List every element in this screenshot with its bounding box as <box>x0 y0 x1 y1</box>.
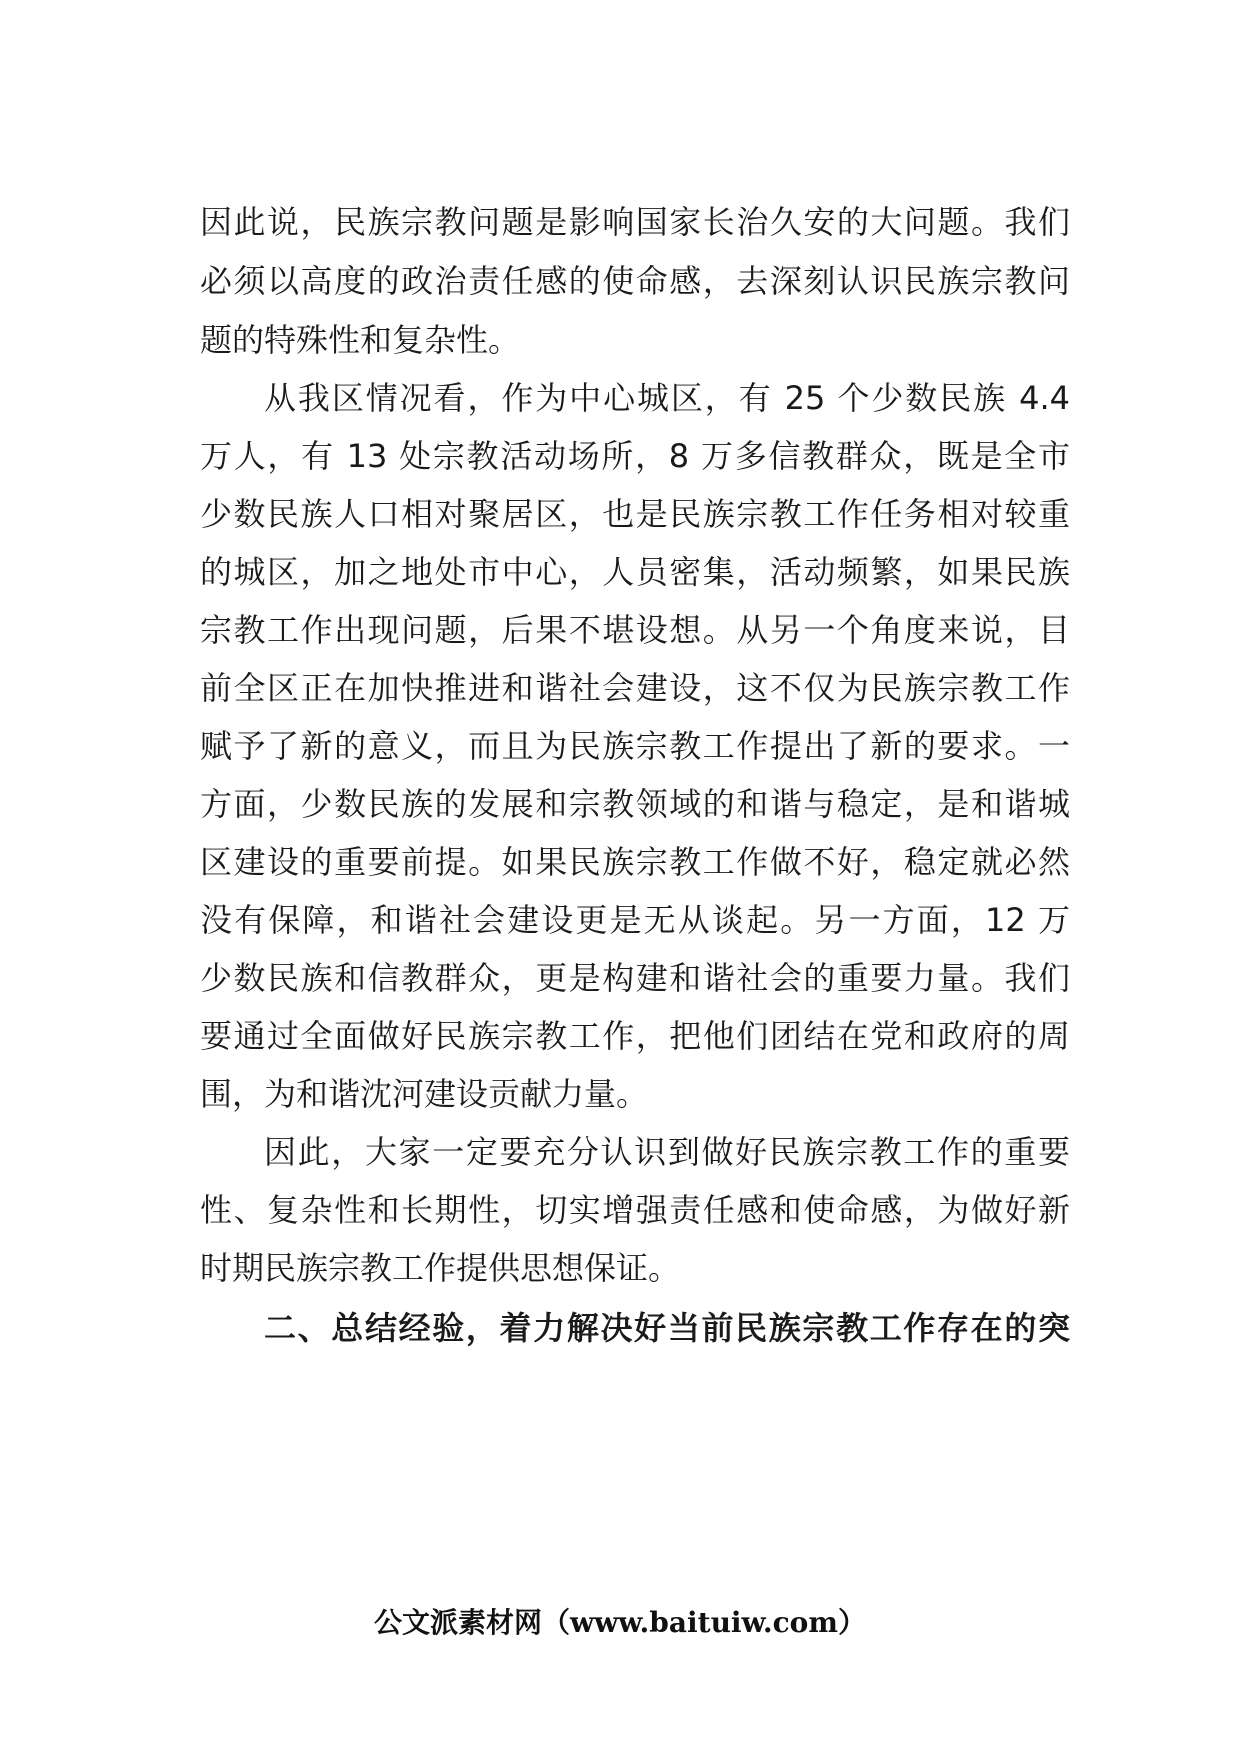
section-heading: 二、总结经验，着力解决好当前民族宗教工作存在的突 <box>264 1309 1070 1347</box>
paragraph-1-line: 因此说，民族宗教问题是影响国家长治久安的大问题。我们 <box>200 203 1070 241</box>
paragraph-2-line: 少数民族人口相对聚居区，也是民族宗教工作任务相对较重 <box>200 495 1070 533</box>
paragraph-2-line: 区建设的重要前提。如果民族宗教工作做不好，稳定就必然 <box>200 843 1070 881</box>
footer-watermark: 公文派素材网（www.baituiw.com） <box>374 1606 866 1639</box>
paragraph-3-line: 性、复杂性和长期性，切实增强责任感和使命感，为做好新 <box>200 1191 1070 1229</box>
paragraph-2-line: 围，为和谐沈河建设贡献力量。 <box>200 1075 649 1113</box>
paragraph-3-line: 时期民族宗教工作提供思想保证。 <box>200 1249 681 1287</box>
paragraph-2-line: 前全区正在加快推进和谐社会建设，这不仅为民族宗教工作 <box>200 669 1070 707</box>
paragraph-2-line: 赋予了新的意义，而且为民族宗教工作提出了新的要求。一 <box>200 727 1070 765</box>
paragraph-2-line: 从我区情况看，作为中心城区，有 25 个少数民族 4.4 <box>264 379 1070 417</box>
paragraph-1-line: 必须以高度的政治责任感的使命感，去深刻认识民族宗教问 <box>200 262 1070 300</box>
paragraph-2-line: 的城区，加之地处市中心，人员密集，活动频繁，如果民族 <box>200 553 1070 591</box>
paragraph-2-line: 宗教工作出现问题，后果不堪设想。从另一个角度来说，目 <box>200 611 1070 649</box>
paragraph-2-line: 方面，少数民族的发展和宗教领域的和谐与稳定，是和谐城 <box>200 785 1070 823</box>
paragraph-2-line: 少数民族和信教群众，更是构建和谐社会的重要力量。我们 <box>200 959 1070 997</box>
paragraph-2-line: 没有保障，和谐社会建设更是无从谈起。另一方面，12 万 <box>200 901 1070 939</box>
paragraph-3-line: 因此，大家一定要充分认识到做好民族宗教工作的重要 <box>264 1133 1070 1171</box>
paragraph-2-line: 万人，有 13 处宗教活动场所，8 万多信教群众，既是全市 <box>200 437 1070 475</box>
paragraph-1-line: 题的特殊性和复杂性。 <box>200 321 521 359</box>
paragraph-2-line: 要通过全面做好民族宗教工作，把他们团结在党和政府的周 <box>200 1017 1070 1055</box>
